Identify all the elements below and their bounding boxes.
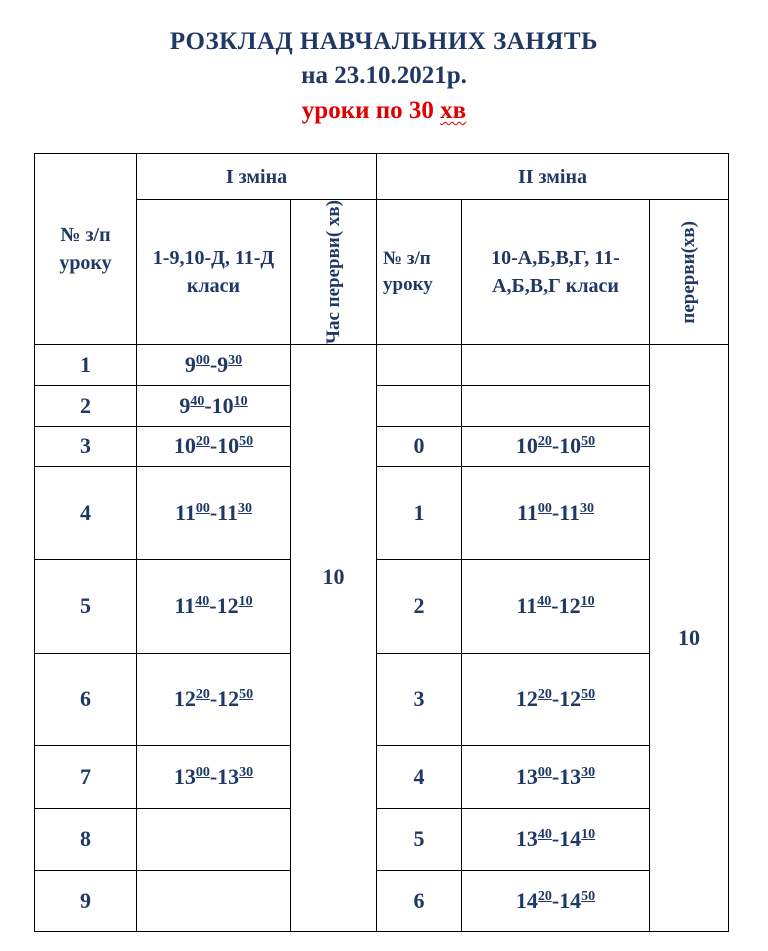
start-hour: 11 (516, 593, 538, 619)
lesson-time (137, 385, 291, 426)
start-minute: 20 (195, 687, 210, 703)
end-minute: 50 (581, 434, 596, 450)
lesson-time-2 (462, 808, 650, 870)
start-minute: 40 (537, 827, 552, 843)
start-hour: 13 (173, 763, 196, 789)
end-minute: 30 (237, 500, 252, 516)
header-shift-2: ІІ зміна (377, 154, 729, 200)
break-1-value: 10 (291, 344, 377, 808)
lesson-time-range (517, 500, 594, 525)
start-hour: 11 (517, 499, 538, 525)
lesson-time (137, 466, 291, 559)
end-hour: 10 (559, 433, 582, 459)
lesson-time-range (174, 764, 253, 789)
end-hour: 13 (559, 763, 582, 789)
schedule-date: на 23.10.2021р. (301, 62, 467, 89)
lesson-number-2: 0 (377, 426, 462, 466)
start-minute: 20 (537, 434, 552, 450)
dash: - (209, 433, 218, 459)
table-row (35, 344, 729, 385)
dash: - (551, 499, 560, 525)
lesson-time (137, 870, 291, 931)
dash: - (551, 686, 560, 712)
lesson-number-2: 5 (377, 808, 462, 870)
lesson-time-2 (462, 559, 650, 653)
table-row (35, 745, 729, 808)
end-hour: 11 (559, 499, 580, 525)
lesson-time-range (175, 500, 252, 525)
end-minute: 30 (581, 764, 596, 780)
start-hour: 9 (179, 392, 191, 418)
start-hour: 14 (515, 887, 538, 913)
end-hour: 12 (558, 593, 581, 619)
lesson-number: 7 (35, 745, 137, 808)
header-break-2-cell (650, 200, 729, 345)
lesson-number-2 (377, 344, 462, 385)
lesson-time-2 (462, 385, 650, 426)
start-minute: 00 (537, 764, 552, 780)
lesson-time-2 (462, 466, 650, 559)
break-2-value: 10 (650, 344, 729, 931)
dash: - (209, 593, 217, 619)
dash: - (209, 686, 218, 712)
lesson-number-2 (377, 385, 462, 426)
start-minute: 40 (537, 594, 552, 610)
header-break-1: Час перерви( хв) (322, 200, 344, 344)
start-hour: 12 (515, 686, 538, 712)
end-hour: 9 (217, 351, 229, 377)
end-minute: 30 (228, 352, 243, 368)
table-row (35, 426, 729, 466)
lesson-time-2 (462, 344, 650, 385)
lesson-time-2 (462, 653, 650, 745)
table-row (35, 466, 729, 559)
start-hour: 10 (173, 433, 196, 459)
end-minute: 10 (238, 594, 253, 610)
end-minute: 10 (580, 594, 595, 610)
lesson-time-range (179, 393, 247, 418)
end-hour: 13 (217, 763, 240, 789)
lesson-time-2 (462, 426, 650, 466)
end-minute: 10 (581, 827, 596, 843)
schedule-title: РОЗКЛАД НАВЧАЛЬНИХ ЗАНЯТЬ (169, 28, 599, 55)
lesson-time-range (516, 764, 595, 789)
start-hour: 10 (515, 433, 538, 459)
header-lesson-number: № з/п уроку (35, 154, 137, 345)
header-break-2: перерви(хв) (678, 220, 699, 324)
end-hour: 12 (217, 686, 240, 712)
table-row (35, 808, 729, 870)
start-hour: 9 (184, 351, 196, 377)
lesson-number: 4 (35, 466, 137, 559)
dash: - (209, 351, 218, 377)
end-minute: 50 (581, 888, 596, 904)
end-minute: 50 (239, 687, 254, 703)
lesson-number-2: 3 (377, 653, 462, 745)
end-hour: 10 (217, 433, 240, 459)
dash: - (551, 826, 560, 852)
lesson-number-2: 2 (377, 559, 462, 653)
break-1-continuation (291, 808, 377, 931)
end-hour: 12 (216, 593, 239, 619)
table-row (35, 385, 729, 426)
start-minute: 00 (195, 500, 210, 516)
lesson-time-range (185, 352, 242, 377)
start-minute: 20 (537, 888, 552, 904)
lesson-number-2: 1 (377, 466, 462, 559)
lesson-time (137, 559, 291, 653)
start-minute: 00 (537, 500, 552, 516)
start-minute: 00 (195, 764, 210, 780)
lesson-duration-text: уроки по 30 (301, 97, 441, 124)
dash: - (551, 763, 560, 789)
lesson-time (137, 344, 291, 385)
dash: - (551, 433, 560, 459)
start-hour: 13 (515, 763, 538, 789)
end-hour: 11 (217, 499, 238, 525)
lesson-time-range (516, 888, 595, 913)
end-hour: 14 (559, 826, 582, 852)
lesson-number: 5 (35, 559, 137, 653)
lesson-time (137, 808, 291, 870)
lesson-time-range (174, 433, 253, 458)
lesson-time-range (174, 593, 252, 618)
lesson-number: 3 (35, 426, 137, 466)
lesson-time-2 (462, 745, 650, 808)
lesson-number: 9 (35, 870, 137, 931)
lesson-time-2 (462, 870, 650, 931)
lesson-time (137, 426, 291, 466)
lesson-time-range (516, 686, 595, 711)
lesson-number: 2 (35, 385, 137, 426)
lesson-number-2: 4 (377, 745, 462, 808)
end-hour: 10 (211, 392, 234, 418)
header-shift-1: І зміна (137, 154, 377, 200)
end-minute: 30 (239, 764, 254, 780)
header-shift-1-classes: 1-9,10-Д, 11-Д класи (137, 200, 291, 345)
end-hour: 14 (559, 887, 582, 913)
table-row (35, 653, 729, 745)
lesson-time-range (516, 593, 594, 618)
start-minute: 20 (195, 434, 210, 450)
dash: - (551, 887, 560, 913)
lesson-duration-note (0, 97, 768, 125)
end-minute: 30 (579, 500, 594, 516)
schedule-table (34, 153, 729, 932)
dash: - (209, 763, 218, 789)
lesson-number-2: 6 (377, 870, 462, 931)
header-break-1-cell (291, 200, 377, 345)
lesson-duration-unit: хв (440, 97, 467, 124)
lesson-number: 1 (35, 344, 137, 385)
end-minute: 50 (581, 687, 596, 703)
table-row (35, 870, 729, 931)
header-shift-2-classes: 10-А,Б,В,Г, 11-А,Б,В,Г класи (462, 200, 650, 345)
end-minute: 50 (239, 434, 254, 450)
lesson-time-range (516, 826, 595, 851)
start-minute: 20 (537, 687, 552, 703)
start-hour: 11 (174, 593, 196, 619)
start-hour: 12 (173, 686, 196, 712)
start-minute: 00 (195, 352, 210, 368)
lesson-time-range (174, 686, 253, 711)
lesson-time (137, 745, 291, 808)
lesson-number: 8 (35, 808, 137, 870)
lesson-time-range (516, 433, 595, 458)
end-hour: 12 (559, 686, 582, 712)
dash: - (551, 593, 559, 619)
end-minute: 10 (233, 393, 248, 409)
lesson-time (137, 653, 291, 745)
start-minute: 40 (190, 393, 205, 409)
header-lesson-number-2: № з/п уроку (377, 200, 462, 345)
start-hour: 13 (515, 826, 538, 852)
dash: - (204, 392, 212, 418)
lesson-number: 6 (35, 653, 137, 745)
dash: - (209, 499, 218, 525)
start-minute: 40 (195, 594, 210, 610)
start-hour: 11 (175, 499, 196, 525)
table-row (35, 559, 729, 653)
